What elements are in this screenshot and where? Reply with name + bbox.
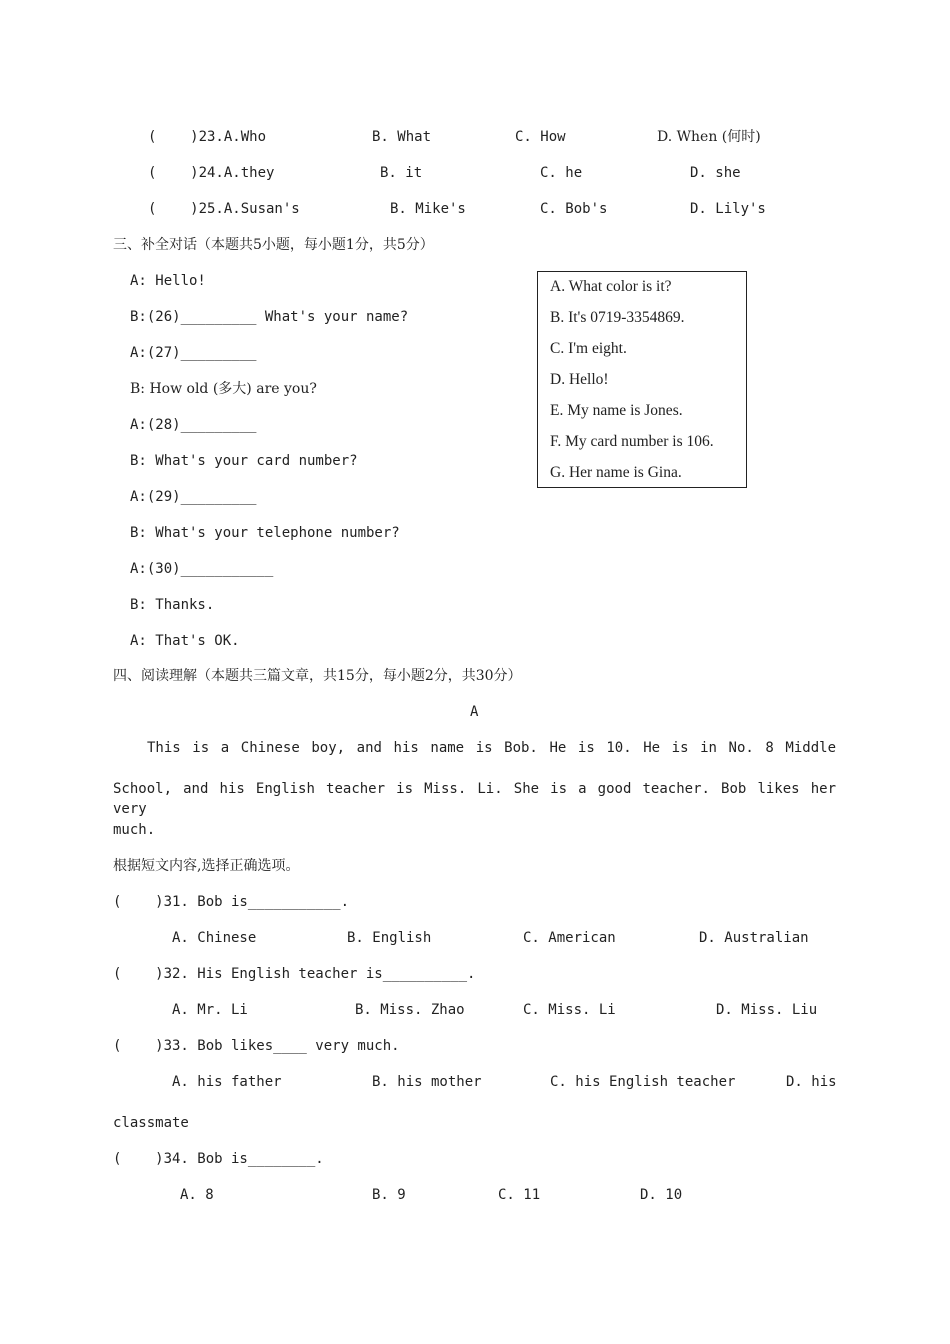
question-34: ( )34. Bob is________. — [113, 1151, 324, 1167]
question-32: ( )32. His English teacher is__________. — [113, 966, 476, 982]
dialogue-line: B: What's your telephone number? — [130, 525, 400, 541]
option-d: D. Lily's — [690, 201, 766, 217]
box-option: A. What color is it? — [550, 278, 672, 295]
box-option: D. Hello! — [550, 371, 609, 388]
box-option: B. It's 0719-3354869. — [550, 309, 685, 326]
question-25: ( )25.A.Susan's — [148, 201, 300, 217]
dialogue-line: A:(29)_________ — [130, 489, 257, 505]
option-b: B. it — [380, 165, 423, 181]
option-b: B. Miss. Zhao — [355, 1002, 465, 1018]
instruction: 根据短文内容,选择正确选项。 — [113, 858, 300, 874]
box-option: C. I'm eight. — [550, 340, 627, 357]
question-23: ( )23.A.Who — [148, 129, 267, 145]
option-a: A. Chinese — [172, 930, 257, 946]
option-c: C. his English teacher — [550, 1074, 736, 1090]
option-b: B. What — [372, 129, 432, 145]
dialogue-line: A: Hello! — [130, 273, 206, 289]
option-c: C. American — [523, 930, 616, 946]
dialogue-line: A:(30)___________ — [130, 561, 274, 577]
option-a: A. 8 — [180, 1187, 214, 1203]
option-c: C. he — [540, 165, 583, 181]
option-b: B. Mike's — [390, 201, 466, 217]
section-3-heading: 三、补全对话（本题共5小题，每小题1分，共5分） — [113, 237, 434, 253]
box-option: G. Her name is Gina. — [550, 464, 682, 481]
dialogue-line: A:(27)_________ — [130, 345, 257, 361]
question-33: ( )33. Bob likes____ very much. — [113, 1038, 400, 1054]
dialogue-options-box — [537, 271, 747, 488]
option-d: D. When (何时) — [657, 129, 761, 145]
dialogue-line: B: How old (多大) are you? — [130, 381, 317, 397]
option-a: A. his father — [172, 1074, 282, 1090]
option-b: B. English — [347, 930, 432, 946]
option-d: D. she — [690, 165, 741, 181]
option-d: D. his — [786, 1074, 837, 1090]
passage-line: much. — [113, 822, 156, 838]
option-b: B. his mother — [372, 1074, 482, 1090]
dialogue-line: A: That's OK. — [130, 633, 240, 649]
option-c: C. Miss. Li — [523, 1002, 616, 1018]
box-option: E. My name is Jones. — [550, 402, 683, 419]
question-31: ( )31. Bob is___________. — [113, 894, 350, 910]
option-c: C. 11 — [498, 1187, 541, 1203]
dialogue-line: B: What's your card number? — [130, 453, 358, 469]
dialogue-line: B:(26)_________ What's your name? — [130, 309, 409, 325]
passage-line: This is a Chinese boy, and his name is Bob. He is 10. He is in No. 8 Middle — [147, 740, 836, 756]
option-d-wrap: classmate — [113, 1115, 189, 1131]
option-d: D. Miss. Liu — [716, 1002, 818, 1018]
option-b: B. 9 — [372, 1187, 406, 1203]
passage-line: School, and his English teacher is Miss. Li. She is a good teacher. Bob likes her very — [113, 781, 836, 817]
dialogue-line: A:(28)_________ — [130, 417, 257, 433]
option-c: C. How — [515, 129, 566, 145]
option-c: C. Bob's — [540, 201, 608, 217]
option-d: D. 10 — [640, 1187, 683, 1203]
box-option: F. My card number is 106. — [550, 433, 714, 450]
section-4-heading: 四、阅读理解（本题共三篇文章，共15分，每小题2分，共30分） — [113, 668, 522, 684]
dialogue-line: B: Thanks. — [130, 597, 215, 613]
option-a: A. Mr. Li — [172, 1002, 248, 1018]
passage-title: A — [470, 704, 479, 720]
question-24: ( )24.A.they — [148, 165, 275, 181]
option-d: D. Australian — [699, 930, 809, 946]
